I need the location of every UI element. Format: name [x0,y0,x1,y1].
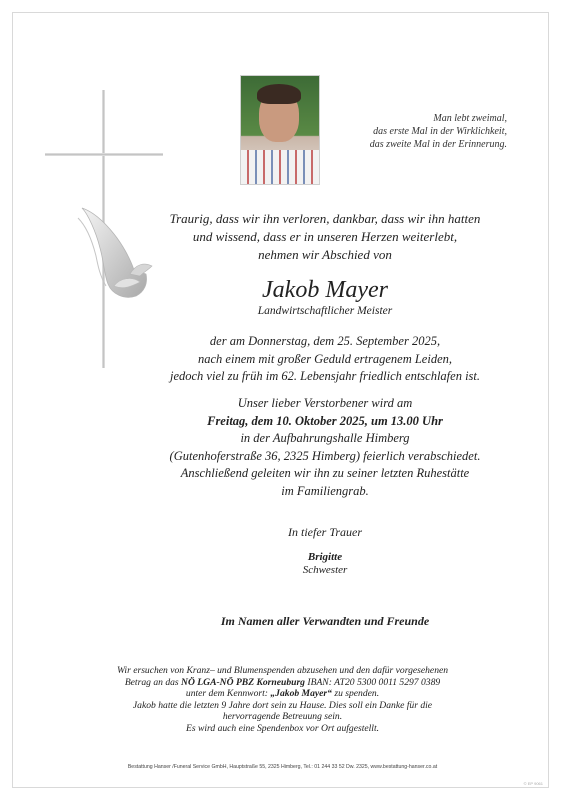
request-line: Es wird auch eine Spendenbox vor Ort aufgestellt. [185,722,380,734]
portrait-hair [257,84,301,104]
death-line: nach einem mit großer Geduld ertragenem Leiden, [198,351,452,366]
funeral-date: Freitag, dem 10. Oktober 2025, um 13.00 Uhr [207,413,443,428]
funeral-line: in der Aufbahrungshalle Himberg [240,431,410,445]
request-line [40,677,525,689]
deceased-title: Landwirtschaftlicher Meister [257,305,393,317]
mourner-name: Brigitte [307,551,343,563]
mourner-signature [140,551,510,577]
death-notice [140,333,510,386]
mourner-relation: Schwester [302,564,348,576]
portrait-photo [240,75,320,185]
cross-horizontal-bar [45,153,163,156]
quote-line: Man lebt zweimal, [433,113,507,124]
death-line: jedoch viel zu früh im 62. Lebensjahr friedlich entschlafen ist. [169,369,481,383]
funeral-line: Unser lieber Verstorbener wird am [237,396,413,410]
intro-line: Traurig, dass wir ihn verloren, dankbar, dass wir ihn hatten [169,211,481,226]
request-line: Jakob hatte die letzten 9 Jahre dort sein zu Hause. Dies soll ein Danke für die [132,699,433,711]
donation-request [40,665,525,735]
portrait-shirt [241,150,319,185]
request-line: Wir ersuchen von Kranz– und Blumenspenden abzusehen und den dafür vorgesehenen [116,665,449,676]
memorial-quote [370,112,507,151]
request-text: zu spenden. [331,688,380,700]
keyword: „Jakob Mayer“ [270,688,332,700]
iban-text: IBAN: AT20 5300 0011 5297 0389 [304,676,441,688]
funeral-line: im Familiengrab. [281,483,369,498]
intro-text [140,210,510,264]
request-text: Betrag an das [124,676,182,688]
document-reference: © EP 9061 [523,781,543,786]
family-line: Im Namen aller Verwandten und Freunde [220,614,430,628]
quote-line: das erste Mal in der Wirklichkeit, [373,126,507,137]
funeral-details [140,395,510,500]
intro-line: nehmen wir Abschied von [258,247,392,262]
request-line [40,688,525,700]
funeral-line: (Gutenhoferstraße 36, 2325 Himberg) feierlich verabschiedet. [169,448,481,463]
funeral-line: Anschließend geleiten wir ihn zu seiner letzten Ruhestätte [180,466,470,480]
request-text: unter dem Kennwort: [185,688,271,700]
request-line: hervorragende Betreuung sein. [222,711,343,723]
grief-line: In tiefer Trauer [288,525,362,539]
recipient-name: NÖ LGA-NÖ PBZ Korneuburg [181,676,305,688]
quote-line: das zweite Mal in der Erinnerung. [369,139,507,150]
intro-line: und wissend, dass er in unseren Herzen weiterlebt, [192,229,458,244]
death-line: der am Donnerstag, dem 25. September 2025, [209,334,441,348]
deceased-name: Jakob Mayer [262,277,388,303]
funeral-home-footer: Bestattung Hanser /Funeral Service GmbH, Hauptstraße 55, 2325 Himberg, Tel.: 01 244 33 52 Dw. 2325, www.bestattung-hanser.co.at [127,764,438,770]
